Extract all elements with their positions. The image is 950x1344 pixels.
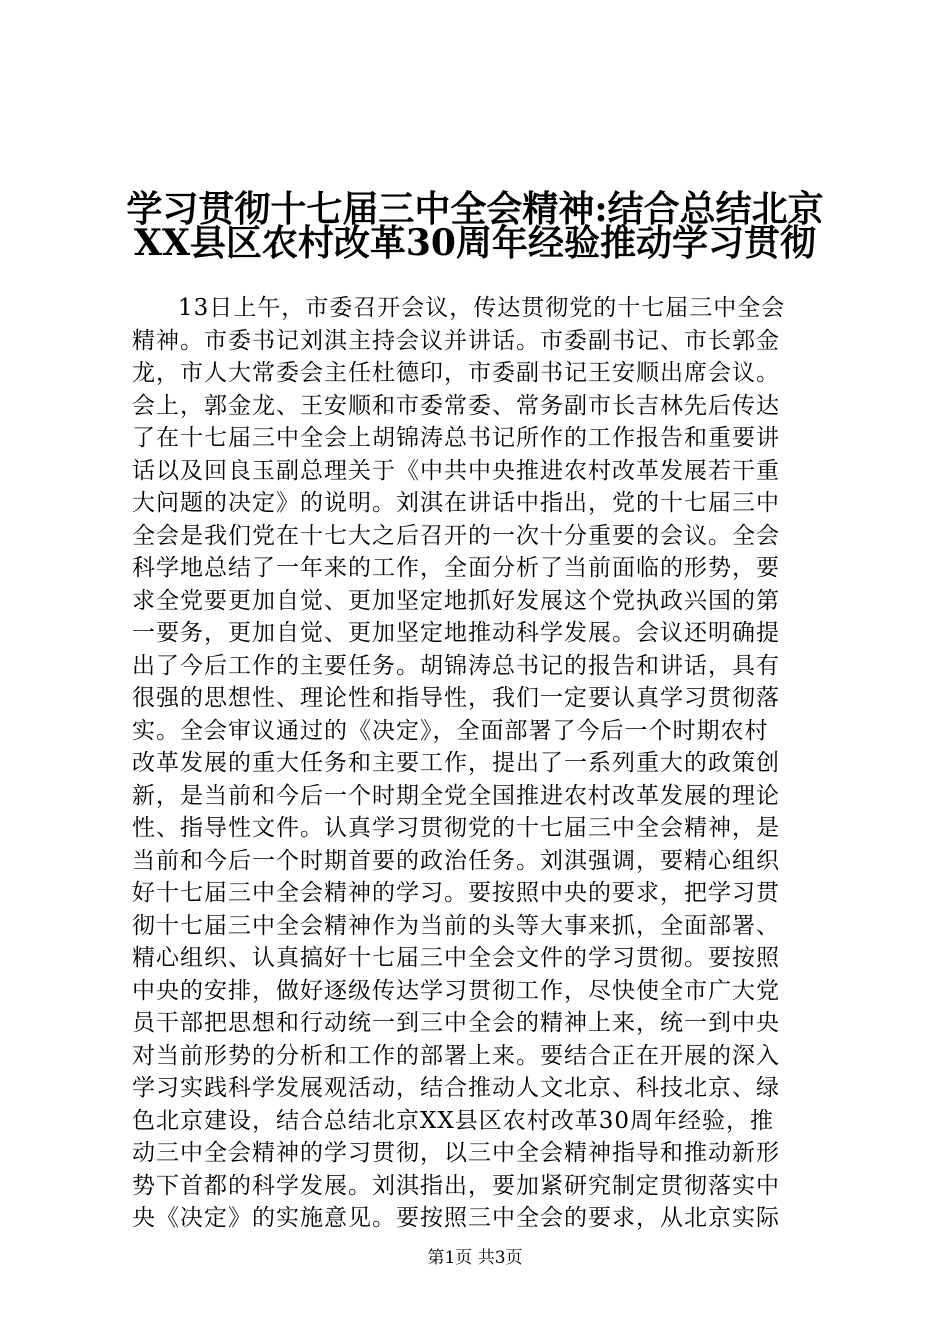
- body-line: 色北京建设，结合总结北京XX县区农村改革30周年经验，推: [132, 1107, 775, 1134]
- body-line: 员干部把思想和行动统一到三中全会的精神上来，统一到中央: [132, 1010, 780, 1036]
- document-title-line-1: 学习贯彻十七届三中全会精神:结合总结北京: [126, 188, 824, 230]
- body-line: 当前和今后一个时期首要的政治任务。刘淇强调，要精心组织: [132, 847, 780, 874]
- body-line: 好十七届三中全会精神的学习。要按照中央的要求，把学习贯: [132, 880, 780, 906]
- body-line: 改革发展的重大任务和主要工作，提出了一系列重大的政策创: [132, 750, 780, 776]
- body-line: 精心组织、认真搞好十七届三中全会文件的学习贯彻。要按照: [132, 945, 780, 971]
- body-line: 精神。市委书记刘淇主持会议并讲话。市委副书记、市长郭金: [132, 327, 780, 354]
- body-line: 彻十七届三中全会精神作为当前的头等大事来抓，全面部署、: [132, 912, 780, 939]
- body-line: 实。全会审议通过的《决定》，全面部署了今后一个时期农村: [132, 717, 769, 744]
- body-line: 全会是我们党在十七大之后召开的一次十分重要的会议。全会: [132, 522, 780, 549]
- body-line: 了在十七届三中全会上胡锦涛总书记所作的工作报告和重要讲: [132, 425, 780, 451]
- body-line: 动三中全会精神的学习贯彻，以三中全会精神指导和推动新形: [132, 1140, 780, 1166]
- body-line: 性、指导性文件。认真学习贯彻党的十七届三中全会精神，是: [132, 815, 780, 841]
- body-line: 很强的思想性、理论性和指导性，我们一定要认真学习贯彻落: [132, 685, 780, 711]
- page-footer: 第1页 共3页: [427, 1248, 523, 1268]
- body-line: 科学地总结了一年来的工作，全面分析了当前面临的形势，要: [132, 555, 780, 581]
- body-line: 龙，市人大常委会主任杜德印，市委副书记王安顺出席会议。: [132, 360, 780, 386]
- body-line: 学习实践科学发展观活动，结合推动人文北京、科技北京、绿: [132, 1075, 780, 1101]
- body-line: 求全党要更加自觉、更加坚定地抓好发展这个党执政兴国的第: [132, 587, 780, 614]
- body-line: 出了今后工作的主要任务。胡锦涛总书记的报告和讲话，具有: [132, 652, 780, 679]
- body-line: 势下首都的科学发展。刘淇指出，要加紧研究制定贯彻落实中: [132, 1172, 780, 1199]
- body-line: 一要务，更加自觉、更加坚定地推动科学发展。会议还明确提: [132, 620, 780, 646]
- document-title-line-2: XX县区农村改革30周年经验推动学习贯彻: [134, 222, 816, 264]
- body-line: 新，是当前和今后一个时期全党全国推进农村改革发展的理论: [132, 782, 780, 809]
- body-line: 中央的安排，做好逐级传达学习贯彻工作，尽快使全市广大党: [132, 977, 780, 1004]
- document-body: [132, 292, 832, 1235]
- body-line: 会上，郭金龙、王安顺和市委常委、常务副市长吉林先后传达: [132, 392, 780, 419]
- body-line: 话以及回良玉副总理关于《中共中央推进农村改革发展若干重: [132, 457, 780, 484]
- body-line: 13日上午，市委召开会议，传达贯彻党的十七届三中全会: [178, 295, 786, 321]
- body-line: 大问题的决定》的说明。刘淇在讲话中指出，党的十七届三中: [132, 490, 780, 516]
- body-line: 央《决定》的实施意见。要按照三中全会的要求，从北京实际: [132, 1205, 780, 1231]
- body-line: 对当前形势的分析和工作的部署上来。要结合正在开展的深入: [132, 1042, 780, 1069]
